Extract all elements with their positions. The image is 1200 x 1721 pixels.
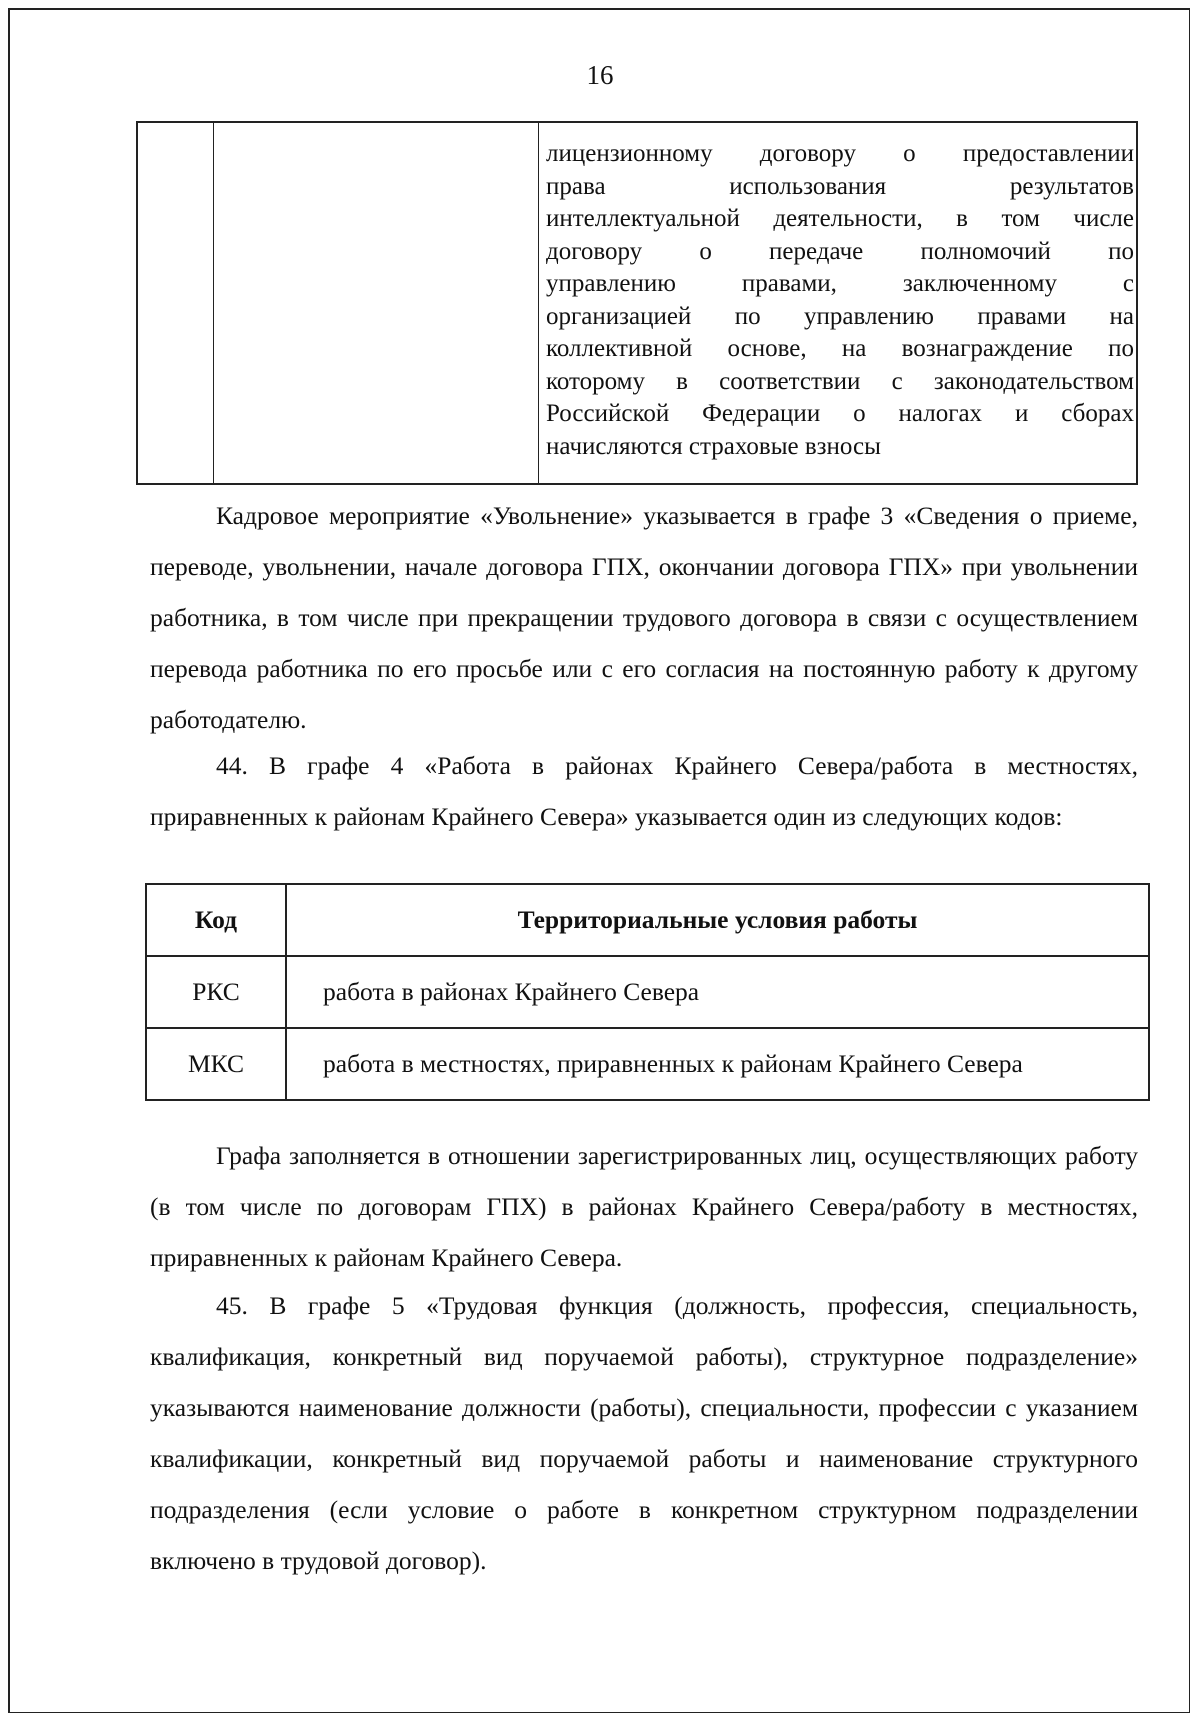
continuation-line: Российской Федерации о налогах и сборах (546, 400, 1134, 427)
table-row (146, 1028, 1149, 1100)
paragraph-dismissal-text: Кадровое мероприятие «Увольнение» указывается в графе 3 «Сведения о приеме, переводе, увольнении, начале договора ГПХ, окончании договора ГПХ» при увольнении работника, в том числе при прекращении трудового договора в связи с осуществлением перевода работника по его просьбе или с его согласия на постоянную работу к другому работодателю. (150, 501, 1138, 734)
continuation-cell-text (546, 138, 1134, 463)
paragraph-graph-fill-text: Графа заполняется в отношении зарегистрированных лиц, осуществляющих работу (в том числе по договорам ГПХ) в районах Крайнего Севера/работу в местностях, приравненных к районам Крайнего Севера. (150, 1141, 1138, 1272)
paragraph-dismissal (150, 490, 1138, 745)
continuation-line: права использования результатов (546, 172, 1134, 200)
paragraph-graph-fill (150, 1130, 1138, 1283)
continuation-line: которому в соответствии с законодательством (546, 367, 1134, 395)
header-code: Код (146, 884, 286, 956)
paragraph-44-text: 44. В графе 4 «Работа в районах Крайнего Севера/работа в местностях, приравненных к районам Крайнего Севера» указывается один из следующих кодов: (150, 751, 1138, 831)
continuation-line: коллективной основе, на вознаграждение по (546, 335, 1134, 362)
continuation-line: интеллектуальной деятельности, в том числе (546, 205, 1134, 232)
description-cell: работа в местностях, приравненных к районам Крайнего Севера (286, 1028, 1149, 1100)
paragraph-45 (150, 1280, 1138, 1586)
code-cell: МКС (146, 1028, 286, 1100)
code-cell: РКС (146, 956, 286, 1028)
table-row (146, 956, 1149, 1028)
page-number: 16 (586, 60, 614, 90)
continuation-line: начисляются страховые взносы (546, 432, 881, 460)
continuation-line: лицензионному договору о предоставлении (546, 140, 1134, 167)
paragraph-45-text: 45. В графе 5 «Трудовая функция (должность, профессия, специальность, квалификация, конкретный вид поручаемой работы), структурное подразделение» указываются наименование должности (работы), специальности, профессии с указанием квалификации, конкретный вид поручаемой работы и наименование структурного подразделения (если условие о работе в конкретном структурном подразделении включено в трудовой договор). (150, 1291, 1138, 1575)
codes-table-header (146, 884, 1149, 956)
table-column-divider (538, 123, 539, 483)
description-cell: работа в районах Крайнего Севера (286, 956, 1149, 1028)
table-column-divider (213, 123, 214, 483)
continuation-table (136, 121, 1138, 485)
continuation-line: организацией по управлению правами на (546, 302, 1134, 330)
header-conditions: Территориальные условия работы (286, 884, 1149, 956)
codes-table (145, 883, 1150, 1101)
paragraph-44 (150, 740, 1138, 842)
continuation-line: управлению правами, заключенному с (546, 270, 1134, 297)
continuation-line: договору о передаче полномочий по (546, 237, 1134, 265)
